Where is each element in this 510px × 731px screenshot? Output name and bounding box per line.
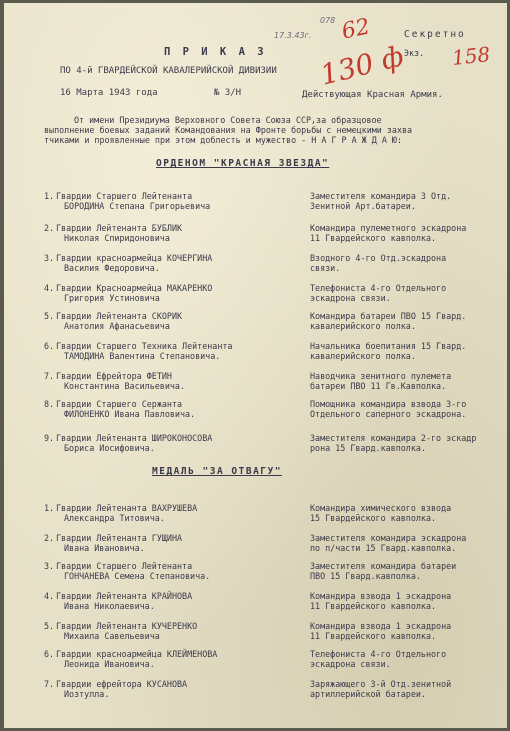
entry-number: 7. (44, 371, 55, 381)
entry-position-line: Наводчика зенитного пулемета (310, 371, 452, 381)
entry-number: 1. (44, 191, 55, 201)
intro-line-1: От имени Президиума Верховного Совета Союза ССР,за образцовое (74, 115, 382, 125)
entry-rank-line: Гвардии красноармейца КЛЕЙМЕНОВА (56, 649, 218, 659)
entry-position-line: Начальника боепитания 15 Гвард. (310, 341, 467, 351)
award-entry-position (310, 371, 500, 391)
entry-rank-line: Гвардии Ефрейтора ФЕТИН (56, 371, 172, 381)
entry-position-line: Зенитной Арт.батареи. (310, 201, 416, 211)
award-entry-position (310, 283, 500, 303)
entry-number: 2. (44, 223, 55, 233)
entry-rank-line: Гвардии Старшего Сержанта (56, 399, 183, 409)
entry-rank-line: Гвардии ефрейтора КУСАНОВА (56, 679, 188, 689)
award-entry-position (310, 591, 500, 611)
entry-position-line: Заместителя командира батареи (310, 561, 457, 571)
entry-number: 9. (44, 433, 55, 443)
document-title: П Р И К А З (164, 46, 267, 58)
award-entry-name (44, 591, 294, 611)
entry-position-line: Взодного 4-го Отд.эскадрона (310, 253, 447, 263)
award-entry-position (310, 621, 500, 641)
award-entry-name (44, 191, 294, 211)
entry-number: 8. (44, 399, 55, 409)
entry-position-line: Заместителя командира 3 Отд. (310, 191, 452, 201)
award-entry-position (310, 311, 500, 331)
entry-number: 4. (44, 283, 55, 293)
document-sheet (4, 3, 507, 728)
entry-rank-line: Гвардии Старшего Лейтенанта (56, 561, 193, 571)
section-heading-valor-medal: МЕДАЛЬ "ЗА ОТВАГУ" (152, 466, 282, 477)
award-entry-name (44, 223, 294, 243)
award-entry-name (44, 679, 294, 699)
entry-position-line: 11 Гвардейского кавполка. (310, 631, 437, 641)
entry-fullname-line: Александра Титовича. (64, 513, 165, 523)
award-entry-position (310, 191, 500, 211)
order-number: № 3/Н (214, 88, 242, 98)
entry-number: 7. (44, 679, 55, 689)
entry-rank-line: Гвардии Лейтенанта ГУЩИНА (56, 533, 183, 543)
entry-fullname-line: Михаила Савельевича (64, 631, 160, 641)
entry-position-line: артиллерийской батареи. (310, 689, 426, 699)
award-entry-name (44, 621, 294, 641)
entry-fullname-line: Иозтулла. (64, 689, 110, 699)
entry-rank-line: Гвардии Лейтенанта СКОРИК (56, 311, 183, 321)
award-entry-position (310, 223, 500, 243)
entry-fullname-line: Николая Спиридоновича (64, 233, 170, 243)
award-entry-position (310, 679, 500, 699)
entry-fullname-line: Ивана Николаевича. (64, 601, 155, 611)
intro-line-2: выполнение боевых заданий Командования на Фронте борьбы с немецкими захва (44, 125, 413, 135)
entry-position-line: Командира пулеметного эскадрона (310, 223, 467, 233)
entry-rank-line: Гвардии Красноармейца МАКАРЕНКО (56, 283, 213, 293)
award-entry-name (44, 371, 294, 391)
entry-rank-line: Гвардии красноармейца КОЧЕРГИНА (56, 253, 213, 263)
entry-position-line: Заместителя командира 2-го эскадр (310, 433, 477, 443)
award-entry-position (310, 533, 500, 553)
entry-rank-line: Гвардии Старшего Лейтенанта (56, 191, 193, 201)
award-entry-position (310, 649, 500, 669)
award-entry-position (310, 503, 500, 523)
document-subtitle: ПО 4-й ГВАРДЕЙСКОЙ КАВАЛЕРИЙСКОЙ ДИВИЗИИ (60, 66, 277, 76)
entry-position-line: 11 Гвардейского кавполка. (310, 233, 437, 243)
entry-number: 5. (44, 311, 55, 321)
entry-position-line: Командира батареи ПВО 15 Гвард. (310, 311, 467, 321)
entry-fullname-line: Бориса Иосифовича. (64, 443, 155, 453)
award-entry-name (44, 341, 294, 361)
entry-rank-line: Гвардии Старшего Техника Лейтенанта (56, 341, 233, 351)
award-entry-position (310, 561, 500, 581)
entry-position-line: 11 Гвардейского кавполка. (310, 601, 437, 611)
entry-fullname-line: ФИЛОНЕНКО Ивана Павловича. (64, 409, 196, 419)
entry-number: 3. (44, 253, 55, 263)
entry-number: 5. (44, 621, 55, 631)
entry-number: 3. (44, 561, 55, 571)
entry-rank-line: Гвардии Лейтенанта КУЧЕРЕНКО (56, 621, 198, 631)
entry-position-line: ПВО 15 Гвард.кавполка. (310, 571, 421, 581)
entry-position-line: Заряжающего 3-й Отд.зенитной (310, 679, 452, 689)
entry-position-line: эскадрона связи. (310, 293, 391, 303)
entry-fullname-line: Константина Васильевича. (64, 381, 186, 391)
entry-position-line: рона 15 Гвард.кавполка. (310, 443, 426, 453)
secret-mark: Секретно (404, 29, 466, 40)
entry-number: 1. (44, 503, 55, 513)
entry-position-line: Командира взвода 1 эскадрона (310, 591, 452, 601)
intro-line-3: тчиками и проявленные при этом доблесть и мужество - Н А Г Р А Ж Д А Ю: (44, 135, 402, 145)
award-entry-position (310, 433, 500, 453)
entry-rank-line: Гвардии Лейтенанта КРАЙНОВА (56, 591, 193, 601)
order-date: 16 Марта 1943 года (60, 88, 158, 98)
award-entry-position (310, 253, 500, 273)
army-label: Действующая Красная Армия. (302, 90, 443, 100)
award-entry-name (44, 533, 294, 553)
award-entry-name (44, 311, 294, 331)
entry-fullname-line: Григория Устиновича (64, 293, 160, 303)
award-entry-name (44, 503, 294, 523)
entry-number: 2. (44, 533, 55, 543)
entry-position-line: Командира взвода 1 эскадрона (310, 621, 452, 631)
entry-position-line: кавалерийского полка. (310, 321, 416, 331)
entry-fullname-line: БОРОДИНА Степана Григорьевича (64, 201, 211, 211)
entry-position-line: Заместителя командира эскадрона (310, 533, 467, 543)
entry-fullname-line: ТАМОДИНА Валентина Степановича. (64, 351, 221, 361)
entry-number: 6. (44, 649, 55, 659)
entry-position-line: батареи ПВО 11 Гв.Кавполка. (310, 381, 447, 391)
entry-position-line: Командира химического взвода (310, 503, 452, 513)
entry-rank-line: Гвардии Лейтенанта ВАХРУШЕВА (56, 503, 198, 513)
entry-rank-line: Гвардии Лейтенанта ШИРОКОНОСОВА (56, 433, 213, 443)
entry-fullname-line: Ивана Ивановича. (64, 543, 145, 553)
award-entry-name (44, 399, 294, 419)
red-handwritten-main: 130 ф (317, 39, 407, 92)
entry-fullname-line: Василия Федоровича. (64, 263, 160, 273)
entry-position-line: Телефониста 4-го Отдельного (310, 283, 447, 293)
award-entry-name (44, 283, 294, 303)
entry-position-line: связи. (310, 263, 341, 273)
pencil-date: 17.3.43г. (274, 31, 312, 40)
award-entry-position (310, 341, 500, 361)
entry-fullname-line: ГОНЧАНЕВА Семена Степановича. (64, 571, 211, 581)
pencil-number: 078 (320, 16, 336, 25)
award-entry-name (44, 561, 294, 581)
red-handwritten-side: 158 (450, 42, 492, 70)
award-entry-position (310, 399, 500, 419)
entry-position-line: кавалерийского полка. (310, 351, 416, 361)
entry-fullname-line: Леонида Ивановича. (64, 659, 155, 669)
entry-position-line: Помощника командира взвода 3-го (310, 399, 467, 409)
award-entry-name (44, 649, 294, 669)
copy-number-label: Экз. (404, 48, 425, 58)
entry-rank-line: Гвардии Лейтенанта БУБЛИК (56, 223, 183, 233)
entry-position-line: Телефониста 4-го Отдельного (310, 649, 447, 659)
entry-position-line: по п/части 15 Гвард.кавполка. (310, 543, 457, 553)
entry-position-line: Отдельного саперного эскадрона. (310, 409, 467, 419)
red-handwritten-top: 62 (339, 14, 373, 45)
entry-fullname-line: Анатолия Афанасьевича (64, 321, 170, 331)
award-entry-name (44, 433, 294, 453)
entry-position-line: 15 Гвардейского кавполка. (310, 513, 437, 523)
entry-position-line: эскадрона связи. (310, 659, 391, 669)
award-entry-name (44, 253, 294, 273)
entry-number: 6. (44, 341, 55, 351)
entry-number: 4. (44, 591, 55, 601)
section-heading-red-star: ОРДЕНОМ "КРАСНАЯ ЗВЕЗДА" (156, 158, 330, 169)
